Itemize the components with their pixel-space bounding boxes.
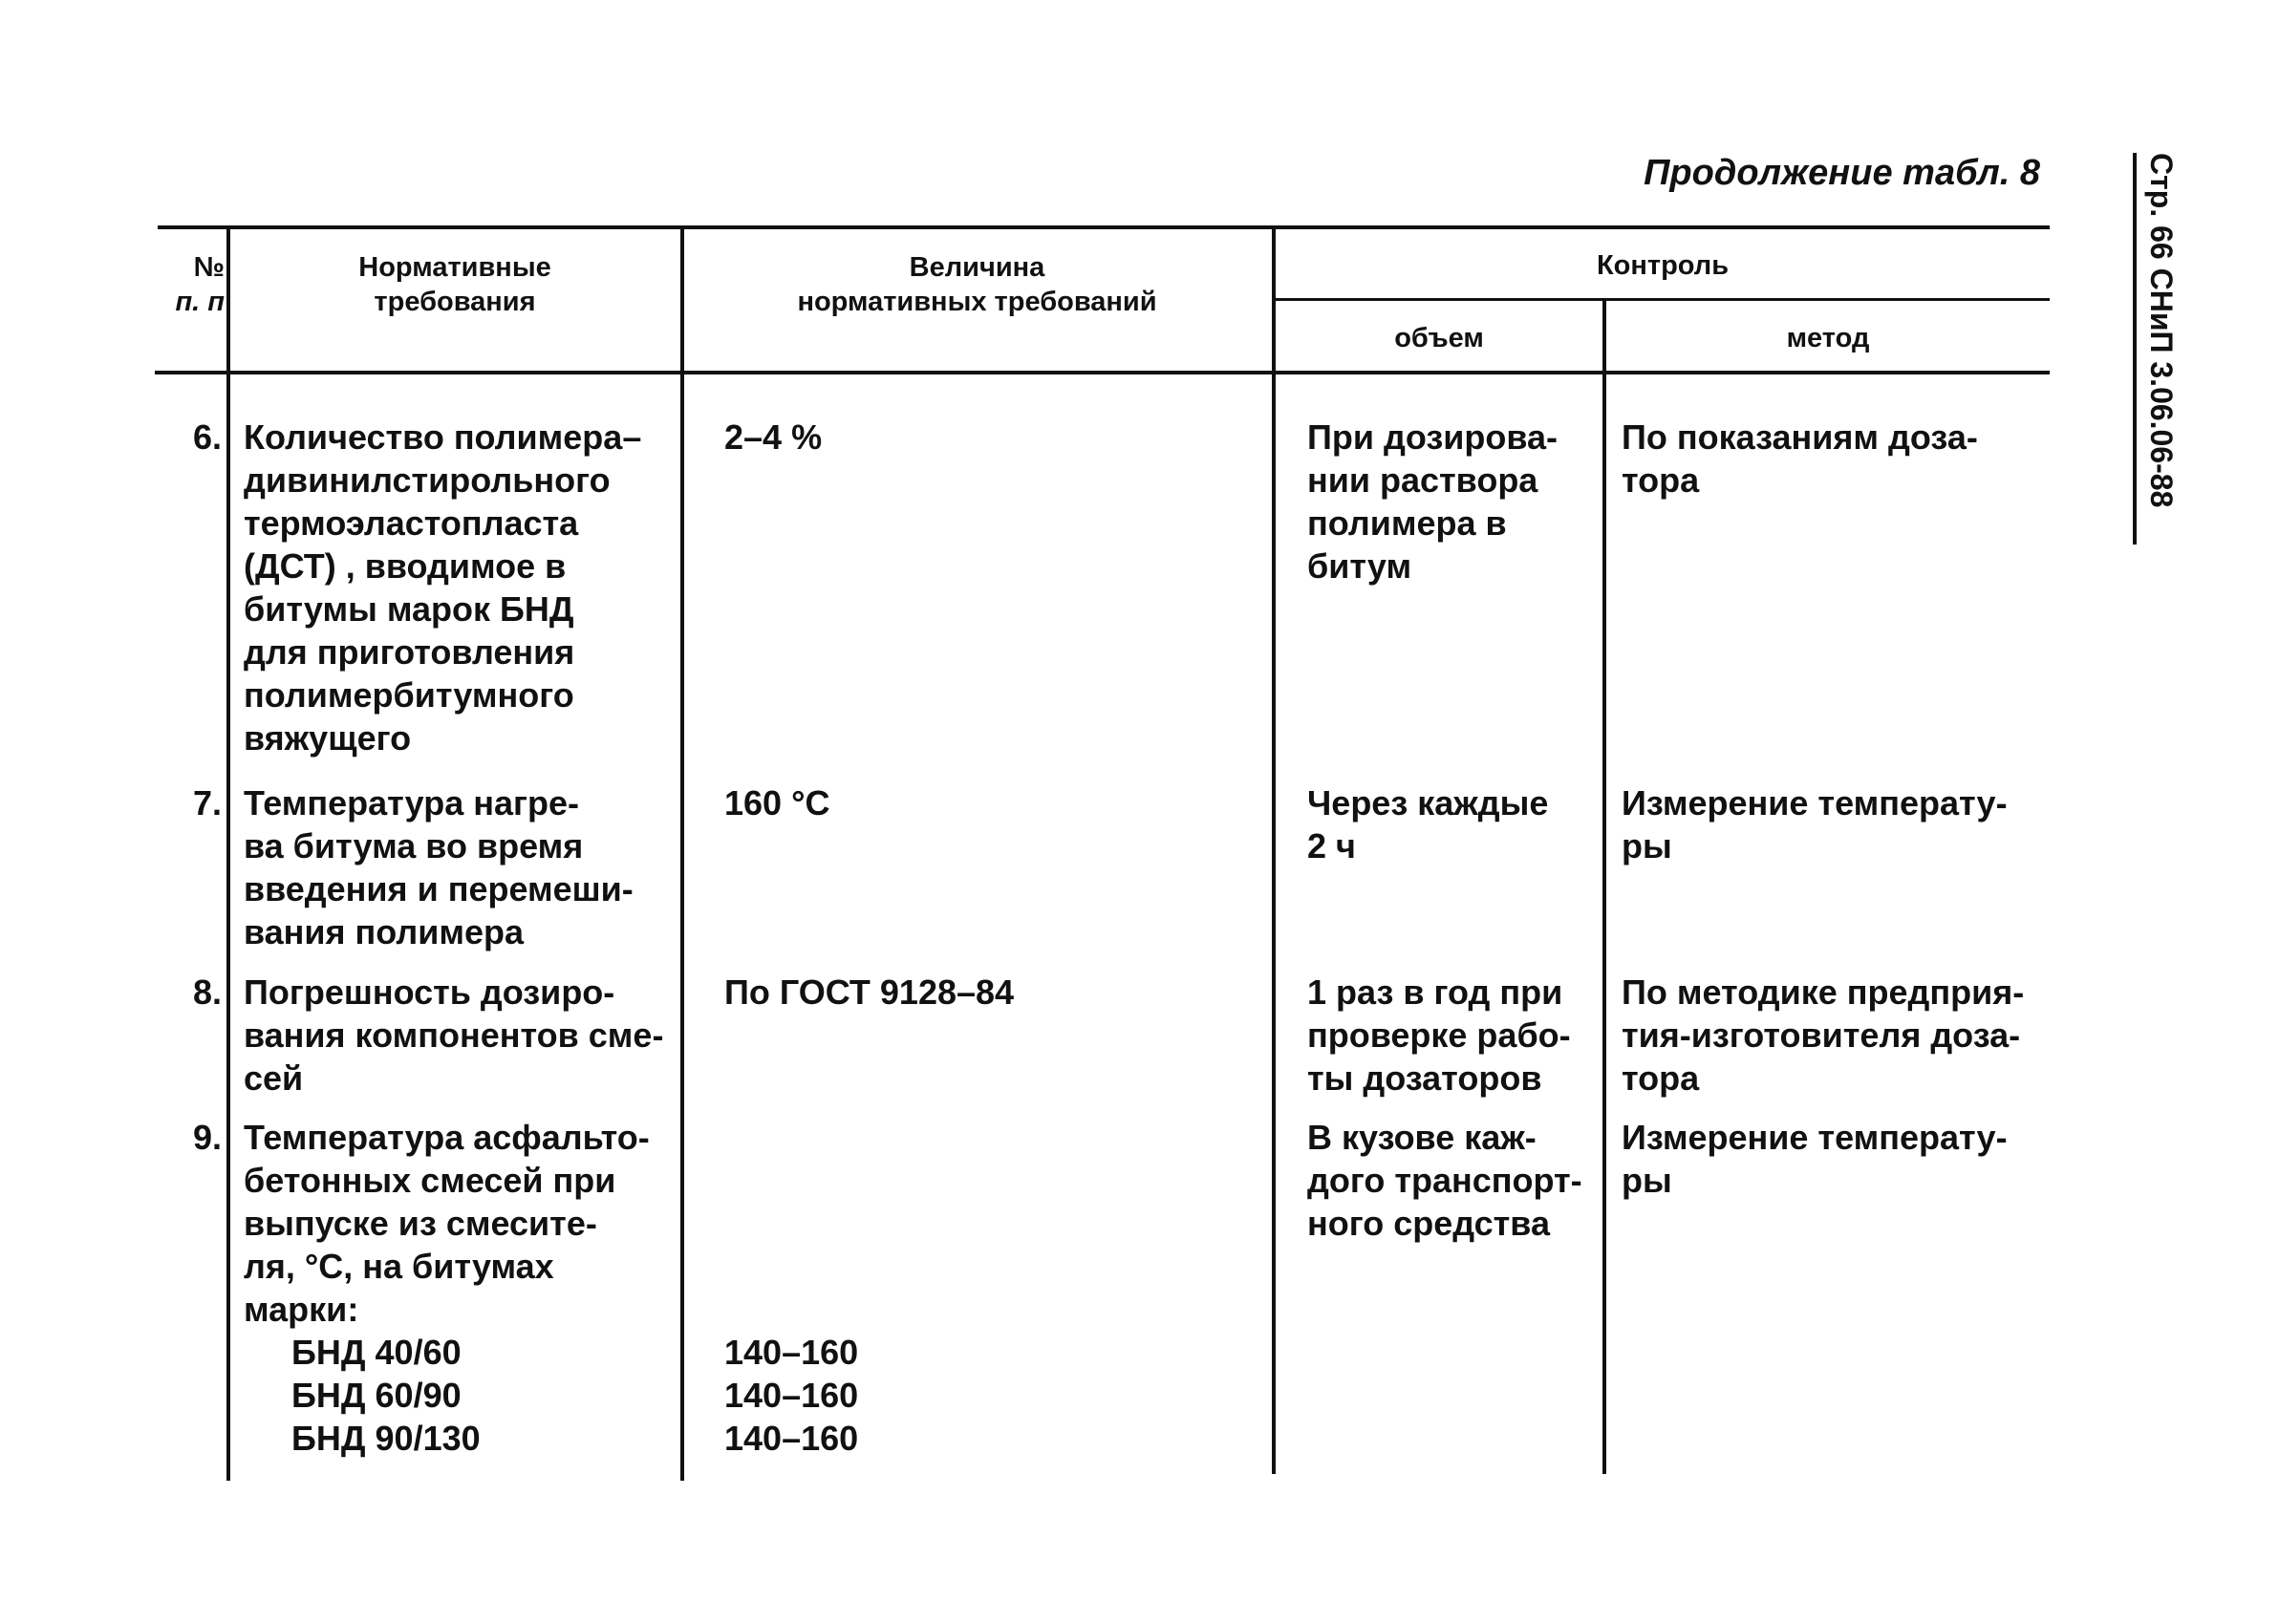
header-volume: объем bbox=[1394, 323, 1484, 353]
row-9-req-line: выпуске из смесите- bbox=[244, 1204, 597, 1243]
header-control: Контроль bbox=[1596, 250, 1730, 281]
sub-row-value: 140–160 bbox=[724, 1333, 859, 1372]
row-8-meth-line: тия-изготовителя доза- bbox=[1622, 1015, 2021, 1055]
row-6-vol-line: При дозирова- bbox=[1307, 417, 1559, 457]
row-9-req-line: Температура асфальто- bbox=[244, 1118, 650, 1157]
row-7-meth-line: ры bbox=[1622, 826, 1672, 865]
row-6-req-line: (ДСТ) , вводимое в bbox=[244, 546, 567, 586]
row-8-value: По ГОСТ 9128–84 bbox=[724, 972, 1015, 1012]
row-6-method bbox=[1622, 416, 2034, 502]
row-8-vol-line: 1 раз в год при bbox=[1307, 972, 1563, 1012]
row-9-meth-line: ры bbox=[1622, 1161, 1672, 1200]
row-9-vol-line: дого транспорт- bbox=[1307, 1161, 1582, 1200]
row-9-req-line: ля, °С, на битумах bbox=[244, 1247, 554, 1286]
row-6-vol-line: нии раствора bbox=[1307, 460, 1538, 500]
row-6-num: 6. bbox=[192, 417, 222, 457]
row-6-requirement bbox=[244, 416, 674, 759]
header-bottom-rule bbox=[155, 371, 2050, 374]
sub-row-grade: БНД 40/60 bbox=[291, 1333, 462, 1372]
header-num bbox=[158, 250, 225, 319]
row-8-volume bbox=[1307, 971, 1599, 1100]
row-8-meth-line: тора bbox=[1622, 1058, 1700, 1098]
row-7-req-line: Температура нагре- bbox=[244, 783, 579, 823]
row-8-req-line: Погрешность дозиро- bbox=[244, 972, 615, 1012]
row-8-requirement bbox=[244, 971, 674, 1100]
header-num-line1: № bbox=[193, 252, 225, 283]
row-9-num: 9. bbox=[192, 1118, 222, 1157]
row-7-req-line: вания полимера bbox=[244, 912, 525, 951]
row-7-vol-line: 2 ч bbox=[1307, 826, 1356, 865]
row-9-vol-line: В кузове каж- bbox=[1307, 1118, 1537, 1157]
row-7-req-line: введения и перемеши- bbox=[244, 869, 634, 908]
col-rule-4 bbox=[1602, 298, 1606, 1474]
row-8-vol-line: проверке рабо- bbox=[1307, 1015, 1571, 1055]
row-6-req-line: Количество полимера– bbox=[244, 417, 642, 457]
row-9-values bbox=[724, 1331, 858, 1460]
row-9-req-line: марки: bbox=[244, 1290, 359, 1329]
row-8-meth-line: По методике предприя- bbox=[1622, 972, 2025, 1012]
header-method: метод bbox=[1786, 323, 1870, 353]
header-value bbox=[684, 250, 1270, 319]
row-8-vol-line: ты дозаторов bbox=[1307, 1058, 1542, 1098]
sub-row-grade: БНД 90/130 bbox=[291, 1419, 481, 1458]
row-9-meth-line: Измерение температу- bbox=[1622, 1118, 2008, 1157]
side-label-rule bbox=[2133, 153, 2137, 545]
row-8-num: 8. bbox=[192, 972, 222, 1012]
row-9-volume bbox=[1307, 1116, 1599, 1245]
header-num-line2: п. п bbox=[175, 287, 225, 317]
row-8-method bbox=[1622, 971, 2034, 1100]
row-6-value: 2–4 % bbox=[724, 417, 823, 457]
header-requirements bbox=[231, 250, 678, 319]
side-label-text: Стр. 66 СНиП 3.06.06-88 bbox=[2144, 153, 2179, 508]
row-9-method bbox=[1622, 1116, 2034, 1202]
col-rule-3 bbox=[1272, 227, 1276, 1474]
header-value-line2: нормативных требований bbox=[797, 287, 1157, 317]
row-7-num: 7. bbox=[192, 783, 222, 823]
col-rule-1 bbox=[226, 227, 230, 1481]
row-9-requirement bbox=[244, 1116, 674, 1460]
row-6-req-line: дивинилстирольного bbox=[244, 460, 611, 500]
row-6-volume bbox=[1307, 416, 1599, 588]
row-9-vol-line: ного средства bbox=[1307, 1204, 1550, 1243]
row-9-req-line: бетонных смесей при bbox=[244, 1161, 616, 1200]
row-6-meth-line: тора bbox=[1622, 460, 1700, 500]
row-8-req-line: сей bbox=[244, 1058, 304, 1098]
col-rule-2 bbox=[680, 227, 684, 1481]
row-6-req-line: полимербитумного bbox=[244, 675, 574, 715]
header-value-line1: Величина bbox=[909, 252, 1045, 283]
row-6-vol-line: битум bbox=[1307, 546, 1412, 586]
row-7-meth-line: Измерение температу- bbox=[1622, 783, 2008, 823]
row-6-req-line: битумы марок БНД bbox=[244, 589, 574, 629]
table-caption: Продолжение табл. 8 bbox=[1644, 153, 2040, 193]
row-7-requirement bbox=[244, 781, 674, 953]
header-requirements-line2: требования bbox=[374, 287, 536, 317]
row-7-vol-line: Через каждые bbox=[1307, 783, 1549, 823]
row-6-req-line: для приготовления bbox=[244, 632, 575, 672]
row-6-meth-line: По показаниям доза- bbox=[1622, 417, 1978, 457]
row-6-vol-line: полимера в bbox=[1307, 503, 1507, 543]
sub-row-value: 140–160 bbox=[724, 1419, 859, 1458]
row-7-value: 160 °С bbox=[724, 783, 830, 823]
row-7-req-line: ва битума во время bbox=[244, 826, 584, 865]
table-top-rule bbox=[158, 225, 2050, 229]
row-6-req-line: термоэластопласта bbox=[244, 503, 579, 543]
row-7-method bbox=[1622, 781, 2034, 867]
header-requirements-line1: Нормативные bbox=[358, 252, 551, 283]
side-page-label bbox=[2140, 153, 2179, 554]
row-7-volume bbox=[1307, 781, 1599, 867]
sub-row-grade: БНД 60/90 bbox=[291, 1376, 462, 1415]
sub-row-value: 140–160 bbox=[724, 1376, 859, 1415]
control-split-rule bbox=[1274, 298, 2050, 301]
row-8-req-line: вания компонентов сме- bbox=[244, 1015, 664, 1055]
row-6-req-line: вяжущего bbox=[244, 718, 412, 758]
